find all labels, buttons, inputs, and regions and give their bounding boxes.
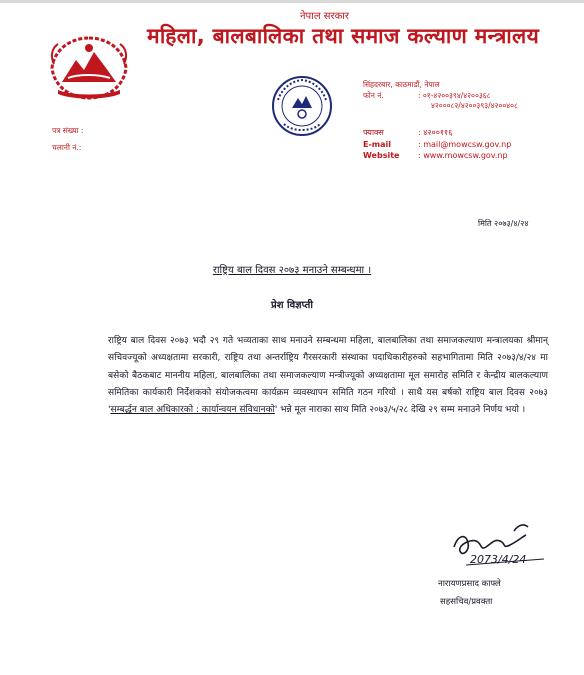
- phone-label: फोन नं.: [363, 90, 384, 100]
- ministry-seal-icon: [270, 74, 334, 138]
- letter-date: मिति २०७३/४/२४: [478, 219, 529, 228]
- signatory-designation: सहसचिव/प्रवक्ता: [440, 597, 493, 607]
- handwritten-signature-icon: [440, 517, 550, 571]
- address: सिंहदरबार, काठमाडौं, नेपाल: [363, 80, 440, 89]
- body-text-part-1: राष्ट्रिय बाल दिवस २०७३ भदौ २९ गते भव्यताका साथ मनाउने सम्बन्धमा महिला, बालबालिका तथा समाजकल्याण मन्त्रालयका श्रीमान् सचिवज्यूको अध्यक्षतामा सरकारी, राष्ट्रिय तथा अन्तर्राष्ट्रिय गैरसरकारी संस्थाका पदाधिकारीहरुको सहभागितामा मिति २०७३/४/२४ मा बसेको बैठकबाट माननीय महिला, बालबालिका तथा समाजकल्याण मन्त्रीज्यूको अध्यक्षतामा मूल समारोह समिति र केन्द्रीय बालकल्याण समितिका कार्यकारी निर्देशकको संयोजकत्वमा कार्यक्रम व्यवस्थापन समिति गठन गरियो । साथै यस बर्षको राष्ट्रिय बाल दिवस २०७३ ': [108, 336, 548, 416]
- email-address[interactable]: : mail@mowcsw.gov.np: [418, 139, 512, 149]
- fax-number: : ४२००११६: [418, 128, 453, 137]
- phone-line-2: ४२०००८२/४२००३९३/४२००४०८: [431, 101, 518, 110]
- email-label: E-mail: [363, 139, 392, 149]
- dispatch-number-label: चलानी नं.:: [52, 143, 82, 152]
- contact-block: [363, 127, 511, 162]
- ministry-name: महिला, बालबालिका तथा समाज कल्याण मन्त्रालय: [147, 24, 540, 48]
- body-text-part-2: ' भन्ने मूल नाराका साथ मिति २०७३/५/२८ देखि २९ सम्म मनाउने निर्णय भयो ।: [274, 405, 526, 416]
- signature-date: 2073/4/24: [470, 553, 527, 566]
- fax-label: फ्याक्स: [363, 128, 384, 137]
- address-block: [363, 80, 518, 112]
- nepal-emblem-icon: [48, 34, 130, 102]
- signatory-name: नारायणप्रसाद काफ्ले: [438, 579, 501, 589]
- letter-number-label: पत्र संख्या :: [52, 126, 84, 135]
- website-url[interactable]: : www.mowcsw.gov.np: [418, 151, 508, 160]
- body-paragraph: [108, 333, 548, 419]
- top-border: [0, 0, 584, 3]
- subject-line: [0, 262, 584, 276]
- website-label: Website: [363, 151, 400, 160]
- government-heading: नेपाल सरकार: [300, 11, 349, 22]
- press-release-title: प्रेश विज्ञप्ती: [271, 300, 313, 311]
- subject-text: राष्ट्रिय बाल दिवस २०७३ मनाउने सम्बन्धमा ।: [212, 265, 372, 276]
- phone-line-1: : ०१-४२००३९४/४२००३६८: [418, 90, 491, 100]
- slogan-text: सम्बर्द्धन बाल अधिकारको : कार्यान्वयन संविधानको: [110, 405, 275, 416]
